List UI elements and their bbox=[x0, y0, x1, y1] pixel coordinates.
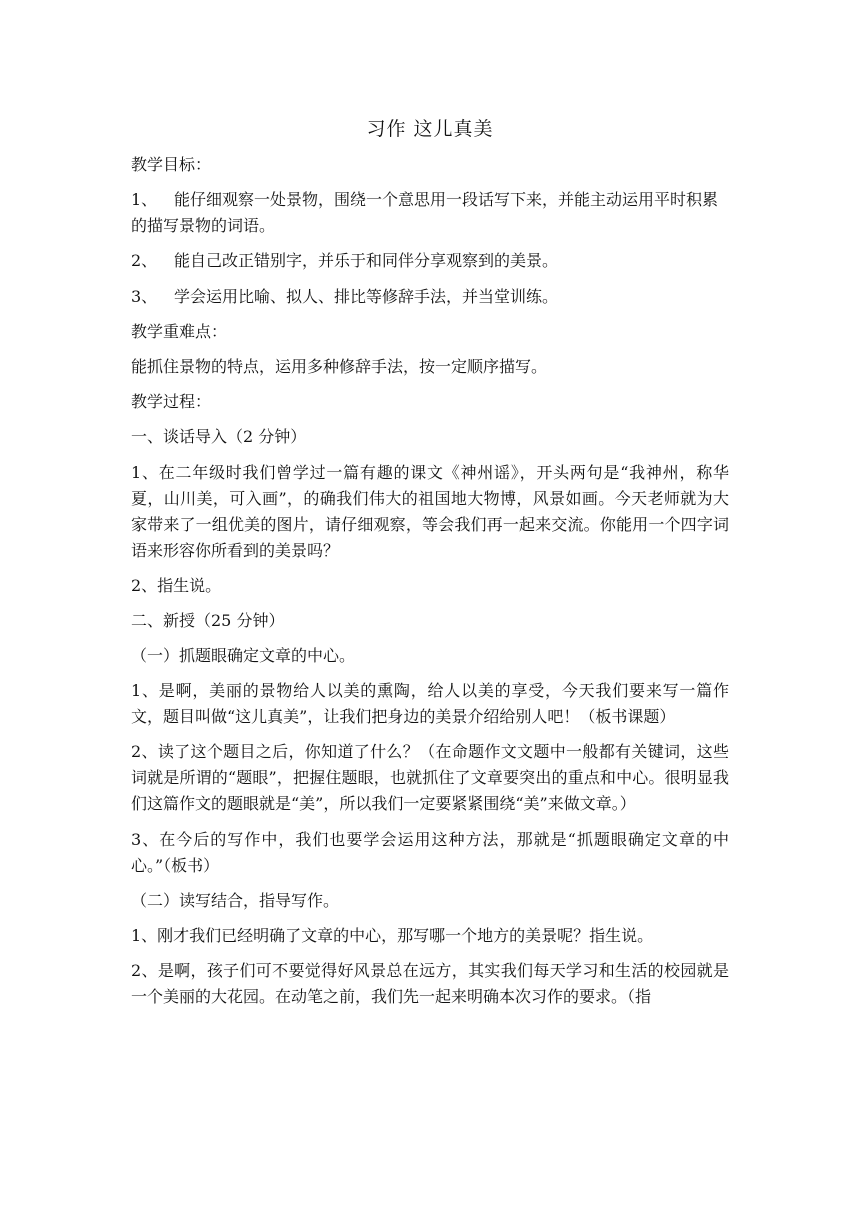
key-points-heading: 教学重难点： bbox=[131, 321, 228, 341]
goal-item-1 bbox=[131, 187, 729, 239]
goal-number: 1、 bbox=[131, 190, 158, 210]
document-title: 习作 这儿真美 bbox=[366, 118, 494, 140]
subsection-heading: （二）读写结合，指导写作。 bbox=[131, 890, 340, 910]
goal-item-2 bbox=[131, 248, 729, 274]
paragraph: 1、是啊，美丽的景物给人以美的熏陶，给人以美的享受，今天我们要来写一篇作文，题目叫做“这儿真美”，让我们把身边的美景介绍给别人吧！（板书课题） bbox=[131, 681, 729, 727]
paragraph: 1、刚才我们已经明确了文章的中心，那写哪一个地方的美景呢？指生说。 bbox=[131, 926, 654, 945]
paragraph: 2、读了这个题目之后，你知道了什么？（在命题作文文题中一般都有关键词，这些词就是所谓的“题眼”，把握住题眼，也就抓住了文章要突出的重点和中心。很明显我们这篇作文的题眼就是“美”，所以我们一定要紧紧围绕“美”来做文章。） bbox=[131, 742, 729, 814]
document-body bbox=[131, 152, 729, 1019]
goal-number: 2、 bbox=[131, 251, 158, 271]
section-heading-intro: 一、谈话导入（2 分钟） bbox=[131, 427, 307, 447]
goals-heading: 教学目标： bbox=[131, 155, 212, 174]
section-heading-new-lesson: 二、新授（25 分钟） bbox=[131, 610, 285, 630]
goal-item-3 bbox=[131, 284, 729, 310]
goal-number: 3、 bbox=[131, 286, 158, 306]
paragraph: 2、指生说。 bbox=[131, 575, 222, 595]
paragraph: 1、在二年级时我们曾学过一篇有趣的课文《神州谣》，开头两句是“我神州，称华夏，山川美，可入画”，的确我们伟大的祖国地大物博，风景如画。今天老师就为大家带来了一组优美的图片，请仔细观察，等会我们再一起来交流。你能用一个四字词语来形容你所看到的美景吗？ bbox=[131, 462, 729, 560]
subsection-heading: （一）抓题眼确定文章的中心。 bbox=[131, 646, 356, 666]
process-heading: 教学过程： bbox=[131, 392, 212, 412]
paragraph: 2、是啊，孩子们可不要觉得好风景总在远方，其实我们每天学习和生活的校园就是一个美丽的大花园。在动笔之前，我们先一起来明确本次习作的要求。（指 bbox=[131, 961, 729, 1007]
goal-text: 能自己改正错别字，并乐于和同伴分享观察到的美景。 bbox=[174, 251, 559, 271]
key-points-text: 能抓住景物的特点，运用多种修辞手法，按一定顺序描写。 bbox=[131, 356, 548, 376]
goal-text: 学会运用比喻、拟人、排比等修辞手法，并当堂训练。 bbox=[174, 286, 559, 306]
paragraph: 3、在今后的写作中，我们也要学会运用这种方法，那就是“抓题眼确定文章的中心。”（板书） bbox=[131, 829, 729, 875]
goal-text: 能仔细观察一处景物，围绕一个意思用一段话写下来，并能主动运用平时积累的描写景物的词语。 bbox=[131, 190, 719, 236]
